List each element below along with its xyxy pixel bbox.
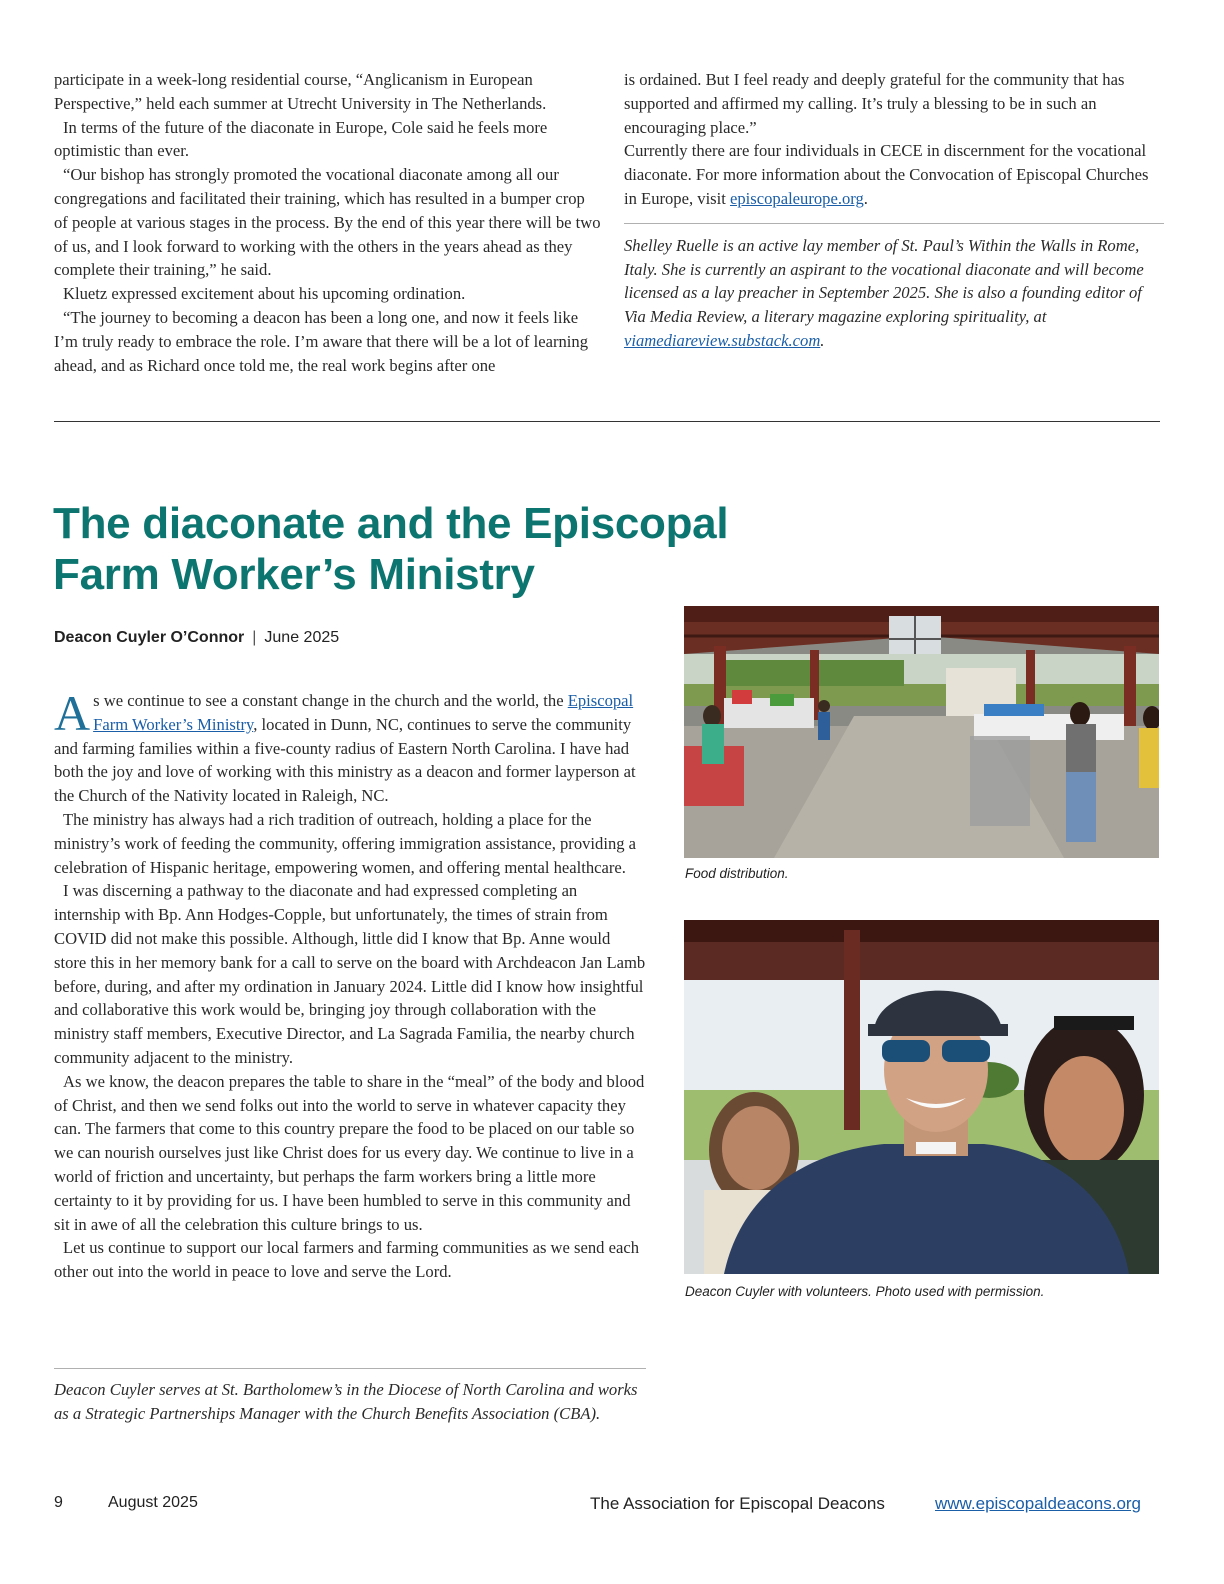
page-number: 9: [54, 1494, 63, 1511]
paragraph: In terms of the future of the diaconate in Europe, Cole said he feels more optimistic than ever.: [54, 117, 548, 161]
byline: [54, 629, 339, 647]
bio-text: Shelley Ruelle is an active lay member of St. Paul’s Within the Walls in Rome, Italy. She is currently an aspirant to the vocational diaconate and will become licensed as a lay preacher in September 2025. She is also a founding editor of Via Media Review, a literary magazine exploring spirituality, at: [624, 235, 1144, 327]
viamediareview-link[interactable]: viamediareview.substack.com: [624, 330, 821, 350]
paragraph: I was discerning a pathway to the diaconate and had expressed completing an internship with Bp. Ann Hodges-Copple, but unfortunately, the times of strain from COVID did not make this possible. Although, little did I know that Bp. Anne would store this in her memory bank for a call to serve on the board with Archdeacon Jan Lamb before, during, and after my ordination in January 2024. Little did I know how insightful and collaborative this work would be, bringing joy through collaboration with the ministry staff members, Executive Director, and La Sagrada Familia, the nearby church community adjacent to the ministry.: [54, 881, 646, 1067]
top-left-column: [54, 68, 602, 377]
photo-caption: Deacon Cuyler with volunteers. Photo used with permission.: [685, 1284, 1045, 1299]
volunteers-photo: [684, 920, 1159, 1274]
paragraph: is ordained. But I feel ready and deeply grateful for the community that has supported and affirmed my calling. It’s truly a blessing to be in such an encouraging place.”: [624, 70, 1125, 137]
article-body: [54, 685, 646, 1284]
article-date: June 2025: [264, 629, 340, 646]
paragraph-text: , located in Dunn, NC, continues to serve the community and farming families within a five-county radius of Eastern North Carolina. I have had both the joy and love of working with this ministry as a deacon and former layperson at the Church of the Nativity located in Raleigh, NC.: [54, 714, 636, 806]
food-distribution-photo: [684, 606, 1159, 858]
organization-name: The Association for Episcopal Deacons: [590, 1494, 885, 1513]
paragraph: participate in a week-long residential course, “Anglicanism in European Perspective,” held each summer at Utrecht University in The Netherlands.: [54, 70, 547, 113]
paragraph: “Our bishop has strongly promoted the vocational diaconate among all our congregations and facilitated their training, which has resulted in a bumper crop of people at various stages in the process. By the end of this year there will be two of us, and I look forward to working with the others in the years ahead as they complete their training,” he said.: [54, 165, 601, 280]
bio-text: Deacon Cuyler serves at St. Bartholomew’s in the Diocese of North Carolina and works as a Strategic Partnerships Manager with the Church Benefits Association (CBA).: [54, 1380, 638, 1423]
section-divider: [54, 421, 1160, 422]
article-author-bio: [54, 1368, 646, 1426]
bio-end: .: [820, 330, 825, 350]
article-title: The diaconate and the Episcopal Farm Worker’s Ministry: [53, 499, 729, 599]
paragraph: [54, 685, 646, 808]
farm-workers-ministry-link[interactable]: Episcopal Farm Worker’s Ministry: [93, 691, 634, 734]
paragraph: Let us continue to support our local farmers and farming communities as we send each other out into the world in peace to love and serve the Lord.: [54, 1238, 640, 1282]
author-name: Deacon Cuyler O’Connor: [54, 629, 245, 646]
bio-divider: [624, 223, 1164, 224]
paragraph-text: Currently there are four individuals in CECE in discernment for the vocational diaconate. For more information about the Convocation of Episcopal Churches in Europe, visit: [624, 141, 1149, 208]
byline-separator: |: [252, 629, 257, 646]
website-link[interactable]: www.episcopaldeacons.org: [935, 1494, 1142, 1513]
selfie-scene-image: [684, 920, 1159, 1274]
pavilion-scene-image: [684, 606, 1159, 858]
author-bio: [624, 234, 1164, 353]
issue-date: August 2025: [108, 1494, 198, 1511]
paragraph: “The journey to becoming a deacon has been a long one, and now it feels like I’m truly ready to embrace the role. I’m aware that there will be a lot of learning ahead, and as Richard once told me, the real work begins after one: [54, 307, 588, 375]
paragraph: Kluetz expressed excitement about his upcoming ordination.: [63, 284, 466, 304]
paragraph: [624, 139, 1164, 210]
bio-divider: [54, 1368, 646, 1369]
top-right-column: [624, 68, 1164, 353]
drop-cap: A: [54, 685, 91, 741]
paragraph-text: s we continue to see a constant change in the church and the world, the: [93, 691, 568, 710]
paragraph: The ministry has always had a rich tradition of outreach, holding a place for the ministry’s work of feeding the community, offering immigration assistance, providing a celebration of Hispanic heritage, empowering women, and offering mental healthcare.: [54, 809, 637, 877]
paragraph: As we know, the deacon prepares the table to share in the “meal” of the body and blood of Christ, and then we send folks out into the world to serve in whatever capacity they can. The farmers that come to this country prepare the food to be placed on our table so we can nourish ourselves just like Christ does for us every day. We continue to live in a world of friction and uncertainty, but perhaps the farm workers bring a little more certainty to it by providing for us. I have been humbled to serve in this community and sit in awe of all the celebration this culture brings to us.: [54, 1071, 645, 1234]
photo-caption: Food distribution.: [685, 866, 789, 881]
paragraph-end: .: [863, 188, 868, 208]
episcopaleurope-link[interactable]: episcopaleurope.org: [730, 188, 864, 208]
